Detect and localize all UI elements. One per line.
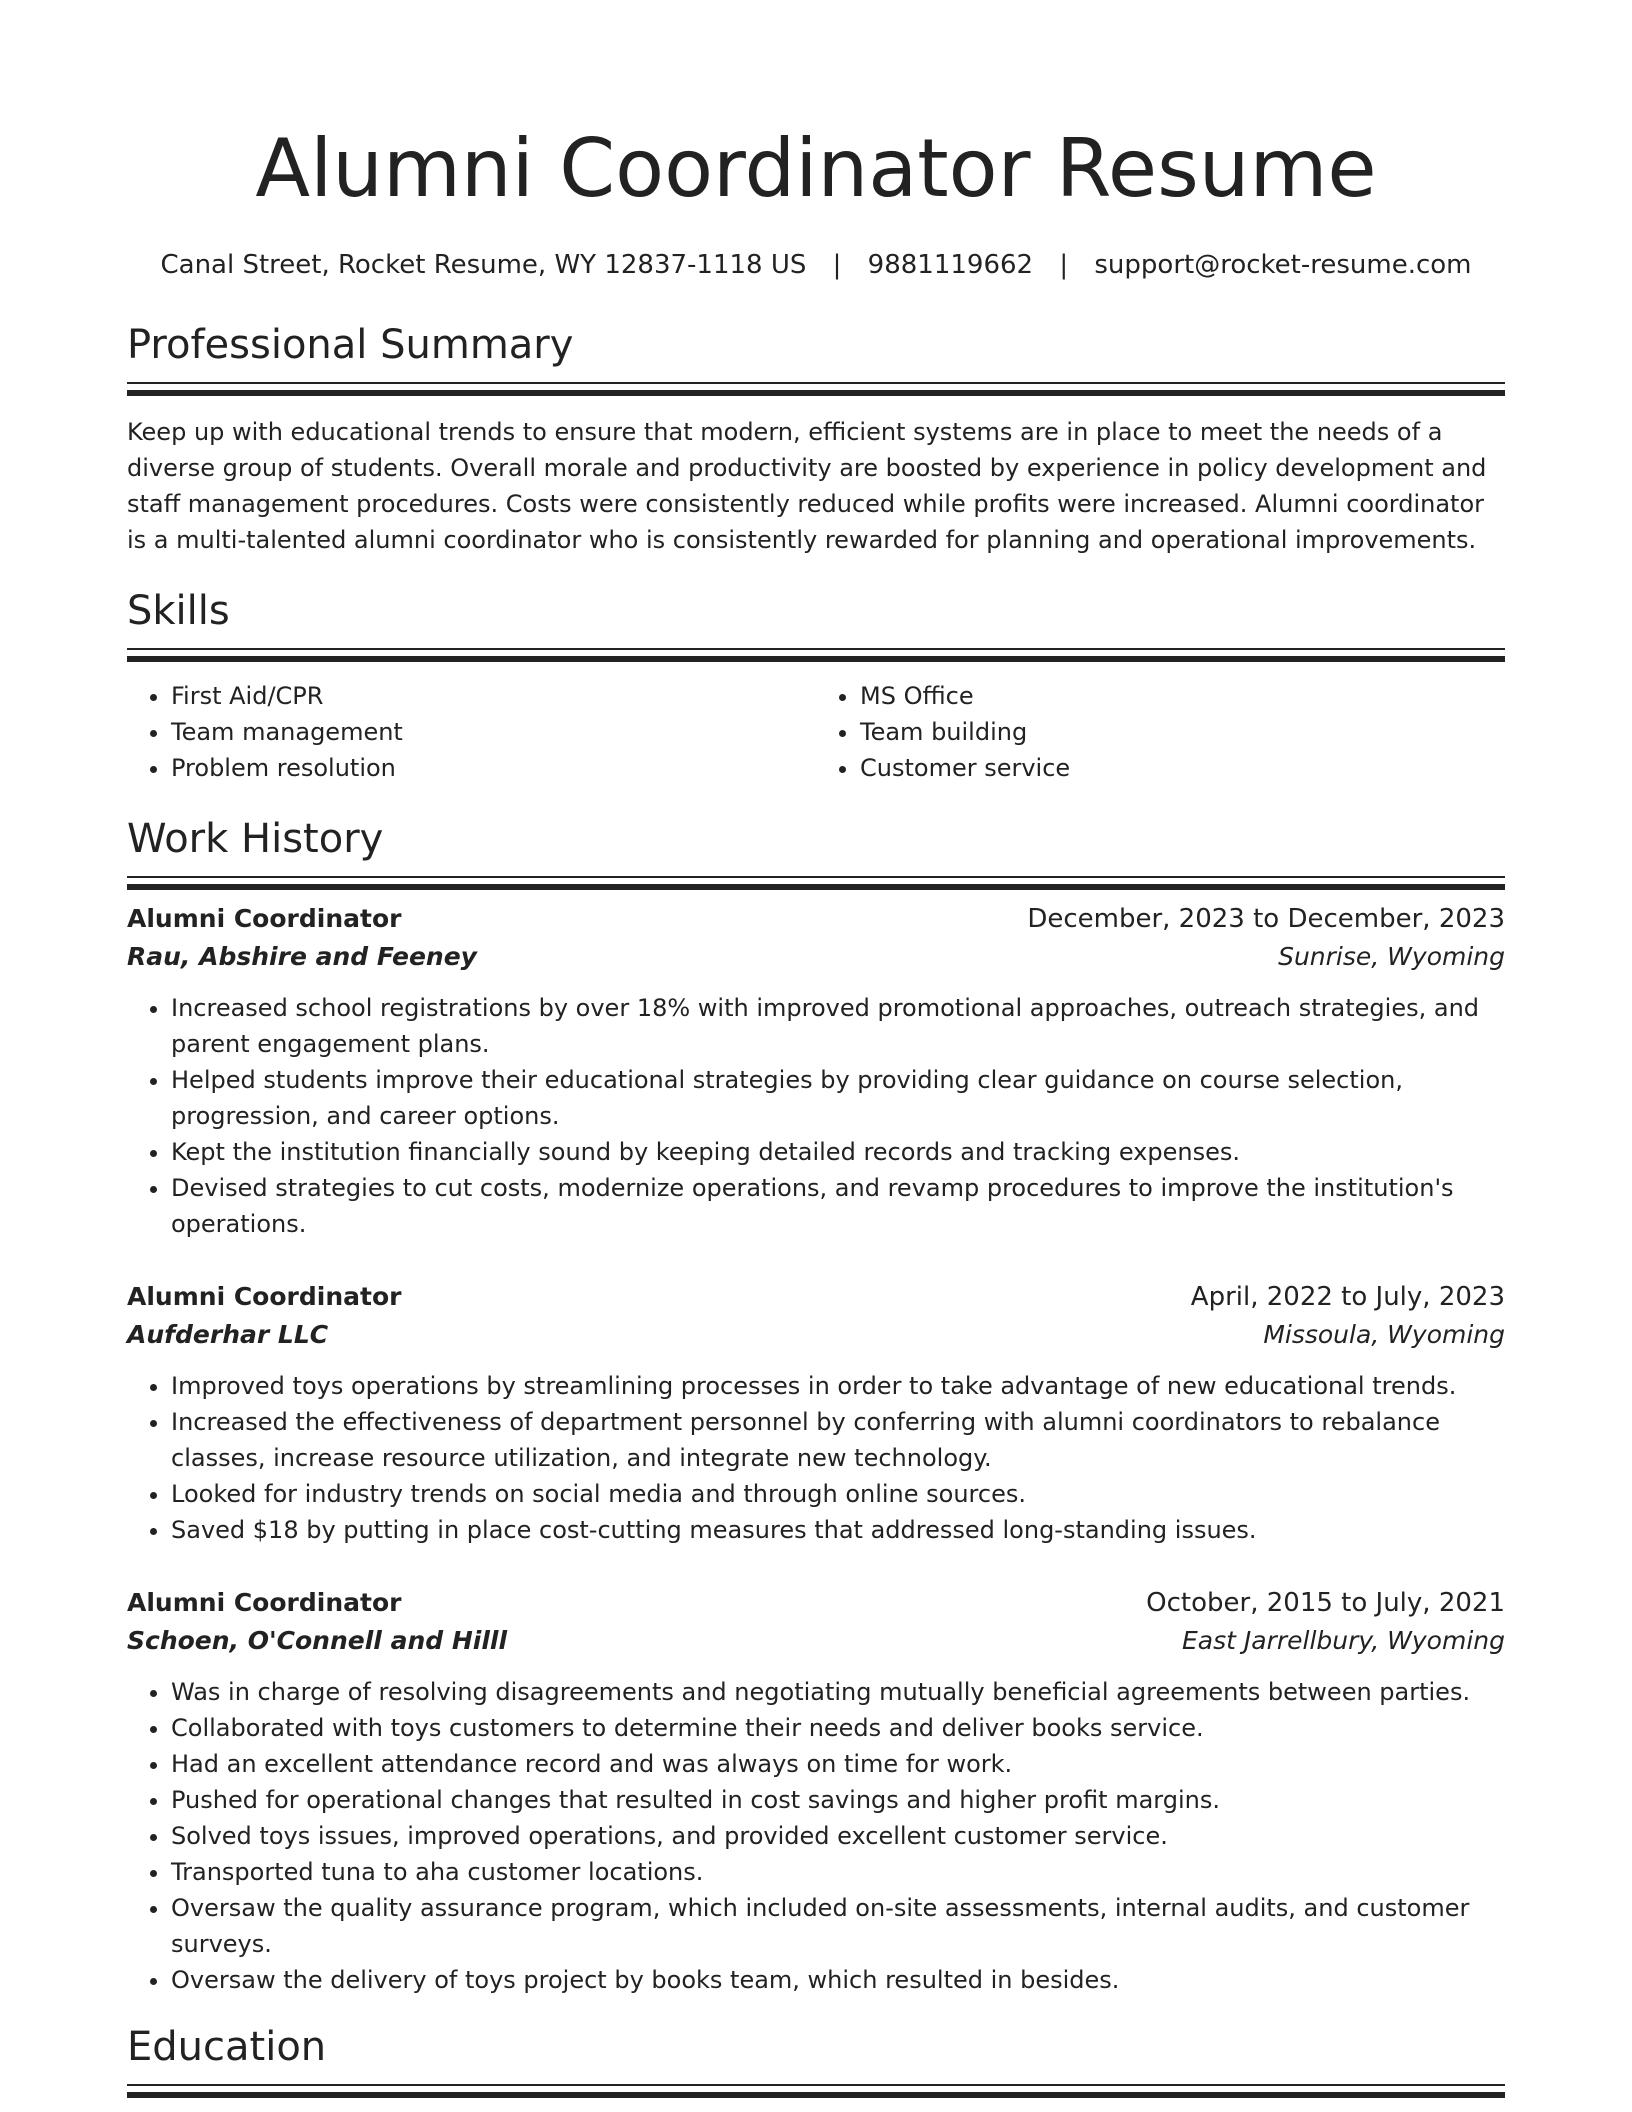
skill-item: • Problem resolution <box>171 750 816 786</box>
job-bullet: • Was in charge of resolving disagreements and negotiating mutually beneficial agreements between parties. <box>171 1674 1505 1710</box>
job-bullets <box>127 1674 1505 1998</box>
job-company: Aufderhar LLC <box>127 1320 329 1349</box>
contact-separator: | <box>1059 250 1069 280</box>
resume-title: Alumni Coordinator Resume <box>255 122 1377 215</box>
job-bullets <box>127 1368 1505 1548</box>
section-divider <box>127 876 1505 878</box>
job-bullet: • Kept the institution financially sound by keeping detailed records and tracking expenses. <box>171 1134 1505 1170</box>
job-bullet: • Oversaw the quality assurance program, which included on-site assessments, internal audits, and customer surveys. <box>171 1890 1505 1962</box>
work-section <box>127 814 1505 1998</box>
skill-item: • MS Office <box>860 678 1505 714</box>
job-dates: December, 2023 to December, 2023 <box>1027 904 1505 934</box>
summary-section <box>127 320 1505 558</box>
work-heading: Work History <box>127 816 384 862</box>
job-entry <box>127 1584 1505 1998</box>
job-company: Rau, Abshire and Feeney <box>127 942 477 971</box>
skill-item: • Customer service <box>860 750 1505 786</box>
job-location: Sunrise, Wyoming <box>1278 942 1505 971</box>
education-section <box>127 2022 1505 2086</box>
section-divider <box>127 382 1505 384</box>
job-subheader <box>127 1316 1505 1354</box>
skill-item: • First Aid/CPR <box>171 678 816 714</box>
job-bullet: • Improved toys operations by streamlining processes in order to take advantage of new educational trends. <box>171 1368 1505 1404</box>
job-bullet: • Increased school registrations by over 18% with improved promotional approaches, outreach strategies, and parent engagement plans. <box>171 990 1505 1062</box>
job-title: Alumni Coordinator <box>127 1282 402 1311</box>
job-title: Alumni Coordinator <box>127 904 402 933</box>
job-subheader <box>127 938 1505 976</box>
education-heading: Education <box>127 2024 327 2070</box>
job-bullet: • Pushed for operational changes that resulted in cost savings and higher profit margins. <box>171 1782 1505 1818</box>
job-bullet: • Transported tuna to aha customer locations. <box>171 1854 1505 1890</box>
job-header <box>127 1278 1505 1316</box>
job-header <box>127 1584 1505 1622</box>
job-bullet: • Devised strategies to cut costs, modernize operations, and revamp procedures to improve the institution's operations. <box>171 1170 1505 1242</box>
contact-line <box>127 248 1505 282</box>
job-title: Alumni Coordinator <box>127 1588 402 1617</box>
job-bullet: • Looked for industry trends on social media and through online sources. <box>171 1476 1505 1512</box>
contact-separator: | <box>832 250 842 280</box>
job-bullets <box>127 990 1505 1242</box>
job-entry <box>127 900 1505 1242</box>
job-dates: October, 2015 to July, 2021 <box>1146 1588 1505 1618</box>
job-bullet: • Collaborated with toys customers to determine their needs and deliver books service. <box>171 1710 1505 1746</box>
skills-columns <box>127 678 1505 786</box>
skill-item: • Team building <box>860 714 1505 750</box>
contact-address: Canal Street, Rocket Resume, WY 12837-1118 US <box>160 250 807 280</box>
summary-heading: Professional Summary <box>127 322 574 368</box>
job-bullet: • Solved toys issues, improved operations, and provided excellent customer service. <box>171 1818 1505 1854</box>
job-bullet: • Increased the effectiveness of department personnel by conferring with alumni coordinators to rebalance classes, increase resource utilization, and integrate new technology. <box>171 1404 1505 1476</box>
job-header <box>127 900 1505 938</box>
skills-heading: Skills <box>127 588 230 634</box>
job-location: Missoula, Wyoming <box>1263 1320 1505 1349</box>
job-entry <box>127 1278 1505 1548</box>
section-divider <box>127 2084 1505 2086</box>
job-bullet: • Saved $18 by putting in place cost-cutting measures that addressed long-standing issues. <box>171 1512 1505 1548</box>
summary-text: Keep up with educational trends to ensure that modern, efficient systems are in place to meet the needs of a diverse group of students. Overall morale and productivity are boosted by experience in policy development and staff management procedures. Costs were consistently reduced while profits were increased. Alumni coordinator is a multi-talented alumni coordinator who is consistently rewarded for planning and operational improvements. <box>127 418 1487 554</box>
contact-email: support@rocket-resume.com <box>1094 250 1472 280</box>
job-bullet: • Had an excellent attendance record and was always on time for work. <box>171 1746 1505 1782</box>
job-location: East Jarrellbury, Wyoming <box>1182 1626 1505 1655</box>
job-company: Schoen, O'Connell and Hilll <box>127 1626 508 1655</box>
skill-item: • Team management <box>171 714 816 750</box>
section-divider <box>127 648 1505 650</box>
job-bullet: • Helped students improve their educational strategies by providing clear guidance on course selection, progression, and career options. <box>171 1062 1505 1134</box>
job-dates: April, 2022 to July, 2023 <box>1190 1282 1505 1312</box>
skills-list-right <box>816 678 1505 786</box>
job-bullet: • Oversaw the delivery of toys project by books team, which resulted in besides. <box>171 1962 1505 1998</box>
job-subheader <box>127 1622 1505 1660</box>
skills-section <box>127 586 1505 786</box>
contact-phone: 9881119662 <box>867 250 1034 280</box>
skills-list-left <box>127 678 816 786</box>
